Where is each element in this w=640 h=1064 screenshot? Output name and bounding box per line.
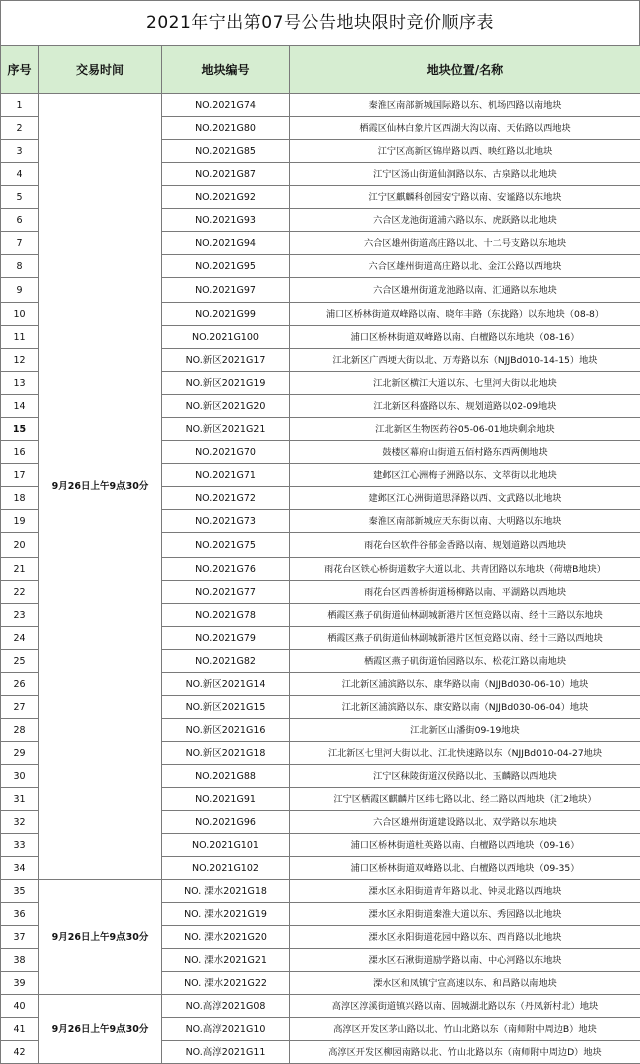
cell-plot-code: NO.2021G80	[162, 117, 290, 140]
cell-plot-code: NO.新区2021G18	[162, 742, 290, 765]
header-code: 地块编号	[162, 46, 290, 94]
cell-seq: 20	[1, 533, 39, 558]
cell-plot-location: 六合区雄州街道建设路以北、双学路以东地块	[290, 811, 640, 834]
cell-seq: 31	[1, 788, 39, 811]
cell-plot-location: 雨花台区西善桥街道杨柳路以南、平湖路以西地块	[290, 581, 640, 604]
cell-seq: 37	[1, 926, 39, 949]
cell-plot-location: 江北新区科盛路以东、规划道路以02-09地块	[290, 395, 640, 418]
cell-plot-location: 江宁区高新区锦岸路以西、映红路以北地块	[290, 140, 640, 163]
cell-plot-location: 溧水区永阳街道秦淮大道以东、秀园路以北地块	[290, 903, 640, 926]
cell-plot-code: NO.新区2021G16	[162, 719, 290, 742]
cell-plot-location: 江宁区栖霞区麒麟片区纬七路以北、经二路以西地块（汇2地块）	[290, 788, 640, 811]
cell-seq: 2	[1, 117, 39, 140]
cell-plot-location: 建邺区江心洲街道思泽路以西、文武路以北地块	[290, 487, 640, 510]
cell-plot-location: 江北新区广西埂大街以北、万寿路以东（NJJBd010-14-15）地块	[290, 349, 640, 372]
cell-seq: 14	[1, 395, 39, 418]
cell-plot-location: 高淳区淳溪街道镇兴路以南、固城湖北路以东（丹凤新村北）地块	[290, 995, 640, 1018]
cell-plot-code: NO.2021G99	[162, 303, 290, 326]
cell-plot-code: NO.2021G73	[162, 510, 290, 533]
cell-seq: 34	[1, 857, 39, 880]
table-row	[1, 880, 640, 903]
cell-plot-location: 栖霞区燕子矶街道仙林副城新港片区恒竞路以南、经十三路以西地块	[290, 627, 640, 650]
cell-plot-location: 江北新区横江大道以东、七里河大街以北地块	[290, 372, 640, 395]
cell-plot-location: 秦淮区南部新城应天东街以南、大明路以东地块	[290, 510, 640, 533]
cell-plot-location: 溧水区永阳街道青年路以北、钟灵北路以西地块	[290, 880, 640, 903]
cell-seq: 41	[1, 1018, 39, 1041]
cell-seq: 42	[1, 1041, 39, 1064]
cell-seq: 8	[1, 255, 39, 278]
cell-trade-time: 9月26日上午9点30分	[39, 880, 162, 995]
cell-plot-code: NO.2021G70	[162, 441, 290, 464]
cell-plot-location: 浦口区桥林街道双峰路以南、晓年丰路（东拢路）以东地块（08-8）	[290, 303, 640, 326]
cell-seq: 40	[1, 995, 39, 1018]
cell-seq: 23	[1, 604, 39, 627]
cell-seq: 15	[1, 418, 39, 441]
cell-plot-code: NO.2021G87	[162, 163, 290, 186]
cell-seq: 9	[1, 278, 39, 303]
cell-seq: 33	[1, 834, 39, 857]
cell-plot-location: 六合区雄州街道龙池路以南、汇通路以东地块	[290, 278, 640, 303]
cell-plot-code: NO.新区2021G15	[162, 696, 290, 719]
table-body	[1, 94, 640, 1064]
cell-plot-location: 溧水区石湫街道励学路以南、中心河路以东地块	[290, 949, 640, 972]
header-location: 地块位置/名称	[290, 46, 640, 94]
cell-seq: 21	[1, 558, 39, 581]
cell-plot-code: NO.新区2021G21	[162, 418, 290, 441]
cell-seq: 12	[1, 349, 39, 372]
cell-plot-location: 建邺区江心洲梅子洲路以东、文萃街以北地块	[290, 464, 640, 487]
cell-plot-code: NO.2021G94	[162, 232, 290, 255]
cell-seq: 32	[1, 811, 39, 834]
cell-plot-code: NO. 溧水2021G18	[162, 880, 290, 903]
cell-plot-code: NO.2021G78	[162, 604, 290, 627]
cell-plot-location: 鼓楼区幕府山街道五佰村路东西两侧地块	[290, 441, 640, 464]
cell-seq: 6	[1, 209, 39, 232]
cell-plot-location: 六合区雄州街道高庄路以北、金江公路以西地块	[290, 255, 640, 278]
cell-plot-location: 江北新区生物医药谷05-06-01地块剩余地块	[290, 418, 640, 441]
cell-plot-code: NO.2021G100	[162, 326, 290, 349]
cell-plot-location: 溧水区永阳街道花园中路以东、西肖路以北地块	[290, 926, 640, 949]
cell-plot-location: 江北新区山潘街09-19地块	[290, 719, 640, 742]
cell-plot-code: NO. 溧水2021G19	[162, 903, 290, 926]
cell-plot-location: 秦淮区南部新城国际路以东、机场四路以南地块	[290, 94, 640, 117]
cell-plot-location: 六合区龙池街道浦六路以东、虎跃路以北地块	[290, 209, 640, 232]
cell-plot-code: NO.2021G71	[162, 464, 290, 487]
auction-order-table	[0, 45, 640, 1064]
cell-plot-location: 江北新区浦滨路以东、康华路以南（NJJBd030-06-10）地块	[290, 673, 640, 696]
cell-seq: 22	[1, 581, 39, 604]
cell-plot-code: NO.新区2021G14	[162, 673, 290, 696]
cell-plot-code: NO.新区2021G19	[162, 372, 290, 395]
cell-seq: 3	[1, 140, 39, 163]
cell-seq: 26	[1, 673, 39, 696]
header-time: 交易时间	[39, 46, 162, 94]
cell-seq: 10	[1, 303, 39, 326]
cell-plot-location: 浦口区桥林街道双峰路以南、白檀路以东地块（08-16）	[290, 326, 640, 349]
cell-seq: 38	[1, 949, 39, 972]
cell-plot-location: 浦口区桥林街道双峰路以北、白檀路以西地块（09-35）	[290, 857, 640, 880]
cell-plot-code: NO.2021G97	[162, 278, 290, 303]
cell-seq: 4	[1, 163, 39, 186]
cell-seq: 27	[1, 696, 39, 719]
cell-plot-code: NO. 溧水2021G21	[162, 949, 290, 972]
cell-trade-time: 9月26日上午9点30分	[39, 995, 162, 1064]
cell-plot-location: 高淳区开发区柳园南路以北、竹山北路以东（南师附中周边D）地块	[290, 1041, 640, 1064]
cell-plot-code: NO.2021G79	[162, 627, 290, 650]
cell-plot-code: NO.2021G75	[162, 533, 290, 558]
cell-plot-code: NO.2021G82	[162, 650, 290, 673]
cell-plot-code: NO.高淳2021G08	[162, 995, 290, 1018]
cell-seq: 28	[1, 719, 39, 742]
cell-plot-code: NO.2021G93	[162, 209, 290, 232]
cell-plot-code: NO.2021G91	[162, 788, 290, 811]
cell-seq: 7	[1, 232, 39, 255]
cell-seq: 17	[1, 464, 39, 487]
cell-seq: 1	[1, 94, 39, 117]
cell-plot-code: NO.2021G96	[162, 811, 290, 834]
cell-plot-location: 栖霞区燕子矶街道仙林副城新港片区恒竞路以南、经十三路以东地块	[290, 604, 640, 627]
cell-plot-location: 江北新区浦滨路以东、康安路以南（NJJBd030-06-04）地块	[290, 696, 640, 719]
cell-plot-code: NO.2021G102	[162, 857, 290, 880]
cell-plot-code: NO.2021G88	[162, 765, 290, 788]
cell-plot-code: NO.2021G77	[162, 581, 290, 604]
cell-seq: 24	[1, 627, 39, 650]
cell-plot-location: 江宁区麒麟科创园安宁路以南、安谧路以东地块	[290, 186, 640, 209]
cell-plot-code: NO.新区2021G20	[162, 395, 290, 418]
cell-plot-code: NO.2021G92	[162, 186, 290, 209]
cell-plot-code: NO. 溧水2021G22	[162, 972, 290, 995]
cell-trade-time: 9月26日上午9点30分	[39, 94, 162, 880]
cell-seq: 25	[1, 650, 39, 673]
page-title: 2021年宁出第07号公告地块限时竞价顺序表	[0, 0, 640, 45]
cell-plot-location: 溧水区和凤镇宁宣高速以东、和昌路以南地块	[290, 972, 640, 995]
cell-plot-location: 浦口区桥林街道杜英路以南、白檀路以西地块（09-16）	[290, 834, 640, 857]
cell-plot-location: 江宁区汤山街道仙洞路以东、古泉路以北地块	[290, 163, 640, 186]
cell-plot-code: NO.高淳2021G11	[162, 1041, 290, 1064]
cell-seq: 39	[1, 972, 39, 995]
table-row	[1, 995, 640, 1018]
cell-seq: 13	[1, 372, 39, 395]
cell-seq: 16	[1, 441, 39, 464]
cell-plot-code: NO.2021G101	[162, 834, 290, 857]
cell-seq: 35	[1, 880, 39, 903]
cell-plot-code: NO.高淳2021G10	[162, 1018, 290, 1041]
cell-plot-location: 雨花台区铁心桥街道数字大道以北、共青团路以东地块（荷塘B地块）	[290, 558, 640, 581]
cell-seq: 18	[1, 487, 39, 510]
table-header	[1, 46, 640, 94]
cell-seq: 19	[1, 510, 39, 533]
cell-seq: 36	[1, 903, 39, 926]
cell-plot-location: 高淳区开发区茅山路以北、竹山北路以东（南师附中周边B）地块	[290, 1018, 640, 1041]
cell-seq: 30	[1, 765, 39, 788]
table-row	[1, 94, 640, 117]
cell-plot-location: 雨花台区软件谷郁金香路以南、规划道路以西地块	[290, 533, 640, 558]
cell-plot-location: 江宁区秣陵街道汉侯路以北、玉麟路以西地块	[290, 765, 640, 788]
cell-plot-location: 栖霞区仙林白象片区西湖大沟以南、天佑路以西地块	[290, 117, 640, 140]
cell-plot-code: NO.2021G72	[162, 487, 290, 510]
cell-plot-code: NO.2021G74	[162, 94, 290, 117]
cell-plot-code: NO.2021G76	[162, 558, 290, 581]
cell-seq: 29	[1, 742, 39, 765]
cell-seq: 5	[1, 186, 39, 209]
cell-seq: 11	[1, 326, 39, 349]
header-seq: 序号	[1, 46, 39, 94]
cell-plot-code: NO. 溧水2021G20	[162, 926, 290, 949]
cell-plot-location: 江北新区七里河大街以北、江北快速路以东（NJJBd010-04-27地块	[290, 742, 640, 765]
cell-plot-location: 六合区雄州街道高庄路以北、十二号支路以东地块	[290, 232, 640, 255]
header-row	[1, 46, 640, 94]
cell-plot-code: NO.2021G95	[162, 255, 290, 278]
cell-plot-location: 栖霞区燕子矶街道怡园路以东、松花江路以南地块	[290, 650, 640, 673]
cell-plot-code: NO.新区2021G17	[162, 349, 290, 372]
cell-plot-code: NO.2021G85	[162, 140, 290, 163]
